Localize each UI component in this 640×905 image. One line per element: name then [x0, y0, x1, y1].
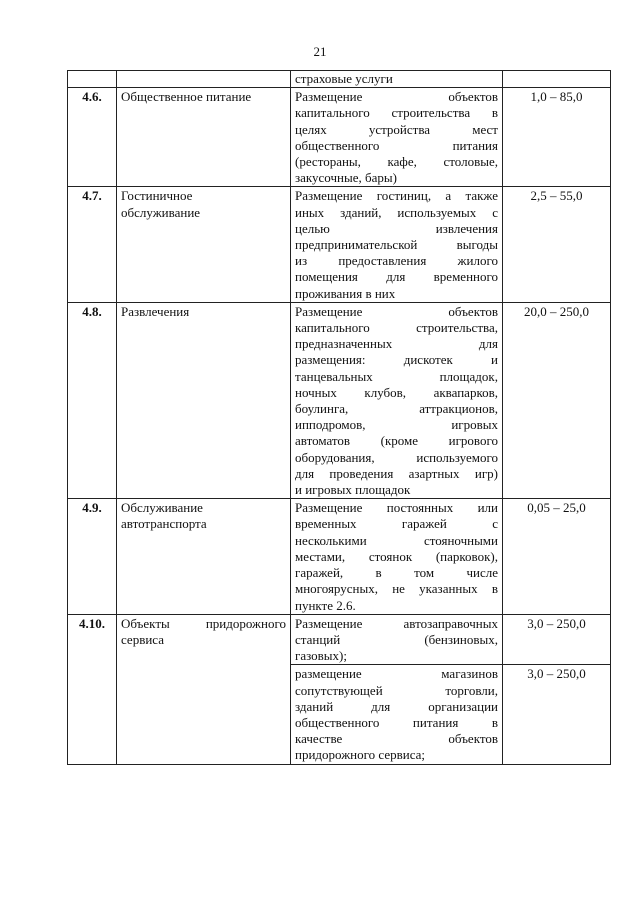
desc-line: Размещение постоянных или	[295, 500, 498, 516]
name-line: Объекты придорожного	[121, 615, 286, 631]
desc-line: общественного питания в	[295, 714, 498, 730]
row-number: 4.9.	[68, 499, 117, 614]
desc-line: для проведения азартных игр)	[295, 465, 498, 481]
desc-line: несколькими стояночными	[295, 532, 498, 548]
row-value: 0,05 – 25,0	[503, 499, 611, 614]
desc-line: Размещение автозаправочных	[295, 615, 498, 631]
row-name	[117, 614, 291, 764]
desc-line: Размещение объектов	[295, 303, 498, 319]
page-number: 21	[313, 44, 327, 59]
desc-line: Размещение объектов	[295, 89, 498, 105]
row-value: 20,0 – 250,0	[503, 302, 611, 498]
desc-line: предпринимательской выгоды	[295, 237, 498, 253]
row-number: 4.6.	[68, 88, 117, 187]
name-line: Гостиничное	[121, 188, 193, 204]
row-description	[291, 302, 503, 498]
name-line: Обслуживание	[121, 500, 203, 516]
name-line: Развлечения	[121, 303, 190, 319]
row-number: 4.10.	[68, 614, 117, 764]
row-number	[68, 71, 117, 88]
row-number: 4.8.	[68, 302, 117, 498]
desc-line: капитального строительства в	[295, 105, 498, 121]
desc-line: и игровых площадок	[295, 482, 411, 498]
table-row	[68, 614, 611, 665]
desc-line: целях устройства мест	[295, 121, 498, 137]
name-line: Общественное питание	[121, 89, 252, 105]
desc-line: станций (бензиновых,	[295, 631, 498, 647]
desc-line: автоматов (кроме игрового	[295, 433, 498, 449]
name-line: сервиса	[121, 631, 164, 647]
desc-line: закусочные, бары)	[295, 170, 397, 186]
desc-line: временных гаражей с	[295, 516, 498, 532]
desc-line: ночных клубов, аквапарков,	[295, 384, 498, 400]
table-row	[68, 187, 611, 302]
desc-line: капитального строительства,	[295, 320, 498, 336]
desc-line: проживания в них	[295, 285, 396, 301]
desc-line: целью извлечения	[295, 220, 498, 236]
table-row	[68, 88, 611, 187]
desc-line: оборудования, используемого	[295, 449, 498, 465]
desc-line: (рестораны, кафе, столовые,	[295, 154, 498, 170]
row-description	[291, 71, 503, 88]
row-name	[117, 302, 291, 498]
desc-line: из предоставления жилого	[295, 253, 498, 269]
desc-line: качестве объектов	[295, 731, 498, 747]
desc-line: местами, стоянок (парковок),	[295, 548, 498, 564]
row-value	[503, 71, 611, 88]
table-body	[68, 71, 611, 765]
desc-line: придорожного сервиса;	[295, 747, 426, 763]
row-description	[291, 88, 503, 187]
row-description	[291, 614, 503, 665]
table-row	[68, 499, 611, 614]
desc-line: размещения: дискотек и	[295, 352, 498, 368]
desc-line: ипподромов, игровых	[295, 417, 498, 433]
row-value: 3,0 – 250,0	[503, 614, 611, 665]
desc-line: страховые услуги	[295, 71, 393, 86]
desc-line: танцевальных площадок,	[295, 368, 498, 384]
row-description	[291, 499, 503, 614]
desc-line: боулинга, аттракционов,	[295, 401, 498, 417]
row-description	[291, 665, 503, 764]
row-value: 1,0 – 85,0	[503, 88, 611, 187]
desc-line: общественного питания	[295, 137, 498, 153]
desc-line: Размещение гостиниц, а также	[295, 188, 498, 204]
name-line: обслуживание	[121, 204, 201, 220]
row-name	[117, 71, 291, 88]
desc-line: многоярусных, не указанных в	[295, 581, 498, 597]
row-value: 2,5 – 55,0	[503, 187, 611, 302]
desc-line: иных зданий, используемых с	[295, 204, 498, 220]
desc-line: сопутствующей торговли,	[295, 682, 498, 698]
desc-line: гаражей, в том числе	[295, 565, 498, 581]
row-name	[117, 499, 291, 614]
row-name	[117, 187, 291, 302]
row-number: 4.7.	[68, 187, 117, 302]
desc-line: пункте 2.6.	[295, 597, 356, 613]
name-line: автотранспорта	[121, 516, 207, 532]
zoning-table	[67, 70, 611, 765]
row-description	[291, 187, 503, 302]
desc-line: помещения для временного	[295, 269, 498, 285]
table-row	[68, 302, 611, 498]
desc-line: зданий для организации	[295, 698, 498, 714]
row-value: 3,0 – 250,0	[503, 665, 611, 764]
desc-line: газовых);	[295, 648, 347, 664]
row-name	[117, 88, 291, 187]
desc-line: размещение магазинов	[295, 666, 498, 682]
table-row	[68, 71, 611, 88]
desc-line: предназначенных для	[295, 336, 498, 352]
